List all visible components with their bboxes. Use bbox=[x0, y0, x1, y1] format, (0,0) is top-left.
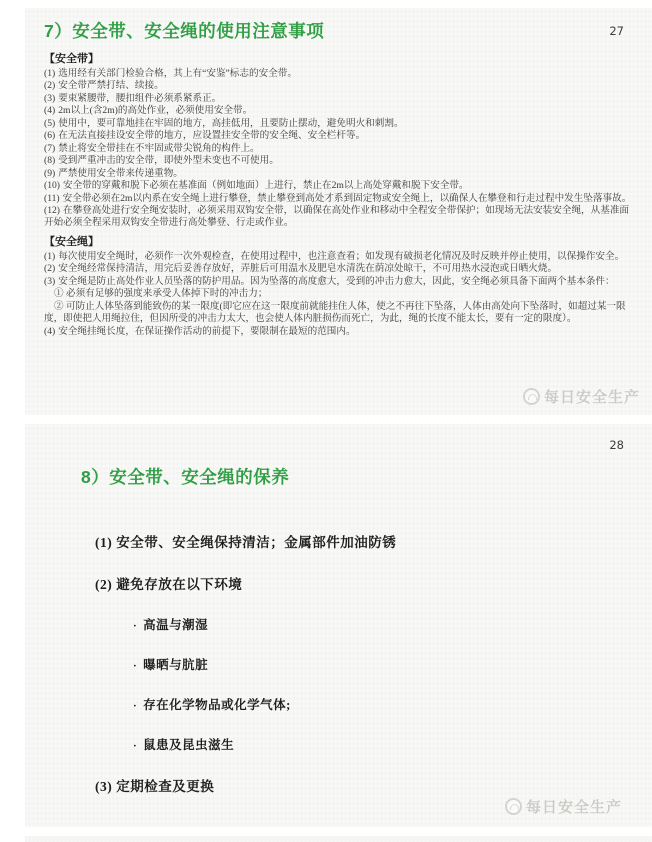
item-text: 安全带、安全绳保持清洁；金属部件加油防锈 bbox=[116, 535, 397, 550]
item-number: (12) bbox=[44, 204, 60, 216]
item-number: (3) bbox=[44, 92, 56, 104]
item-text: 避免存放在以下环境 bbox=[116, 577, 243, 592]
list-item bbox=[44, 263, 638, 275]
bullet-icon: · bbox=[133, 660, 138, 672]
brand-logo-icon bbox=[505, 798, 522, 815]
item-number: (11) bbox=[44, 192, 60, 204]
item-number: (9) bbox=[44, 167, 56, 179]
section-header: 【安全带】 bbox=[44, 53, 99, 65]
item-text: 禁止将安全带挂在不牢固或带尖锐角的构件上。 bbox=[58, 142, 260, 154]
item-text: 安全绳是防止高处作业人员坠落的防护用品。因为坠落的高度愈大，受到的冲击力愈大，因此，安全绳必须具备下面两个基本条件： bbox=[58, 275, 615, 287]
item-text: 定期检查及更换 bbox=[116, 779, 215, 794]
item-text: 安全带的穿戴和脱下必须在基准面（例如地面）上进行，禁止在2m以上高处穿戴和脱下安全带。 bbox=[62, 180, 469, 192]
item-number: (3) bbox=[44, 275, 56, 287]
item-text: 选用经有关部门检验合格，其上有“安鉴”标志的安全带。 bbox=[58, 68, 297, 79]
list-item bbox=[44, 155, 638, 167]
item-text: 安全带必须在2m以内系在安全绳上进行攀登，禁止攀登到高处才系到固定物或安全绳上，以确保人在攀登和行走过程中发生坠落事故。 bbox=[62, 192, 632, 204]
item-number: (1) bbox=[44, 68, 56, 79]
bullet-item bbox=[133, 655, 638, 673]
watermark bbox=[505, 796, 622, 817]
bullet-item bbox=[133, 695, 638, 713]
bullet-list bbox=[133, 615, 638, 753]
watermark bbox=[523, 386, 640, 407]
list-item bbox=[44, 205, 638, 230]
item-text: 安全绳挂绳长度，在保证操作活动的前提下，要限制在最短的范围内。 bbox=[58, 325, 356, 337]
list-item bbox=[44, 326, 638, 338]
item-number: (2) bbox=[95, 577, 113, 592]
slide-body bbox=[95, 531, 638, 795]
bullet-icon: · bbox=[133, 620, 138, 632]
item-number: (2) bbox=[44, 80, 56, 92]
item-text: 安全带严禁打结、续接。 bbox=[58, 80, 164, 92]
list-item bbox=[44, 193, 638, 205]
item-text: 每次使用安全绳时，必须作一次外观检查，在使用过程中，也注意查看；如发现有破损老化情况及时反映并停止使用，以保操作安全。 bbox=[58, 250, 625, 262]
list-item bbox=[44, 180, 638, 192]
list-item bbox=[44, 68, 638, 80]
list-item bbox=[44, 105, 638, 117]
slide-title: 7）安全带、安全绳的使用注意事项 bbox=[44, 21, 325, 41]
item-number: (5) bbox=[44, 117, 56, 129]
item-number: (4) bbox=[44, 325, 56, 337]
list-item bbox=[44, 118, 638, 130]
item-number: (7) bbox=[44, 142, 56, 154]
item-number: (4) bbox=[44, 105, 56, 117]
list-item bbox=[44, 80, 638, 92]
bullet-text: 存在化学物品或化学气体; bbox=[143, 698, 291, 712]
item-number: (10) bbox=[44, 180, 60, 192]
item-text: 严禁使用安全带来传递重物。 bbox=[58, 167, 183, 179]
bullet-icon: · bbox=[133, 700, 138, 712]
item-text: 使用中，要可靠地挂在牢固的地方，高挂低用，且要防止摆动，避免明火和刺割。 bbox=[58, 117, 404, 129]
brand-logo-icon bbox=[523, 388, 540, 405]
item-text: 2m以上(含2m)的高处作业，必须使用安全带。 bbox=[58, 105, 253, 117]
list-item bbox=[44, 276, 638, 288]
bullet-item bbox=[133, 735, 638, 753]
page-number: 28 bbox=[609, 438, 624, 452]
item-number: (2) bbox=[44, 263, 56, 275]
slide-28 bbox=[25, 424, 652, 827]
list-item bbox=[44, 143, 638, 155]
watermark-text: 每日安全生产 bbox=[525, 799, 622, 816]
item-number: (1) bbox=[44, 250, 56, 262]
item-number: (3) bbox=[95, 779, 113, 794]
bullet-icon: · bbox=[133, 740, 138, 752]
list-item bbox=[44, 168, 638, 180]
watermark-text: 每日安全生产 bbox=[543, 389, 640, 406]
item-text: 要束紧腰带，腰扣组件必须系紧系正。 bbox=[58, 92, 222, 104]
list-item bbox=[95, 531, 638, 551]
item-number: (1) bbox=[95, 535, 113, 550]
item-number: (8) bbox=[44, 155, 56, 167]
slide-title: 8）安全带、安全绳的保养 bbox=[81, 467, 290, 487]
item-text: 受到严重冲击的安全带，即使外型未变也不可使用。 bbox=[58, 155, 279, 167]
list-item bbox=[95, 775, 638, 795]
item-text: 在无法直接挂设安全带的地方，应设置挂安全带的安全绳、安全栏杆等。 bbox=[58, 130, 366, 142]
list-item bbox=[95, 573, 638, 593]
item-text: 在攀登高处进行安全绳安装时，必须采用双钩安全带，以确保在高处作业和移动中全程安全带保护；如现场无法安装安全绳，从基准面开始必须全程采用双钩安全带进行高处攀登、行走或作业。 bbox=[44, 204, 630, 229]
list-item bbox=[44, 93, 638, 105]
bullet-item bbox=[133, 615, 638, 633]
list-item bbox=[44, 251, 638, 263]
list-item bbox=[44, 130, 638, 142]
sub-item: ② 可防止人体坠落到能致伤的某一限度(即它应在这一限度前就能挂住人体，使之不再往下坠落，人体由高处向下坠落时，如超过某一限度，即使把人用绳拉住，但因所受的冲击力太大，也会使人体内脏损伤而死亡，为此，绳的长度不能太长，要有一定的限度）。 bbox=[44, 300, 626, 325]
sub-item: ① 必须有足够的强度来承受人体掉下时的冲击力； bbox=[54, 288, 268, 300]
slide-body bbox=[44, 50, 638, 338]
bullet-text: 鼠患及昆虫滋生 bbox=[143, 738, 235, 752]
page-number: 27 bbox=[609, 24, 624, 38]
item-text: 安全绳经常保持清洁，用完后妥善存放好，弄脏后可用温水及肥皂水清洗在荫凉处晾干，不可用热水浸泡或日晒火烧。 bbox=[58, 263, 558, 275]
section-header: 【安全绳】 bbox=[44, 235, 99, 248]
slide-27 bbox=[25, 8, 652, 415]
next-page-edge bbox=[25, 836, 652, 842]
bullet-text: 高温与潮湿 bbox=[143, 618, 209, 632]
item-number: (6) bbox=[44, 130, 56, 142]
bullet-text: 曝晒与肮脏 bbox=[143, 658, 209, 672]
